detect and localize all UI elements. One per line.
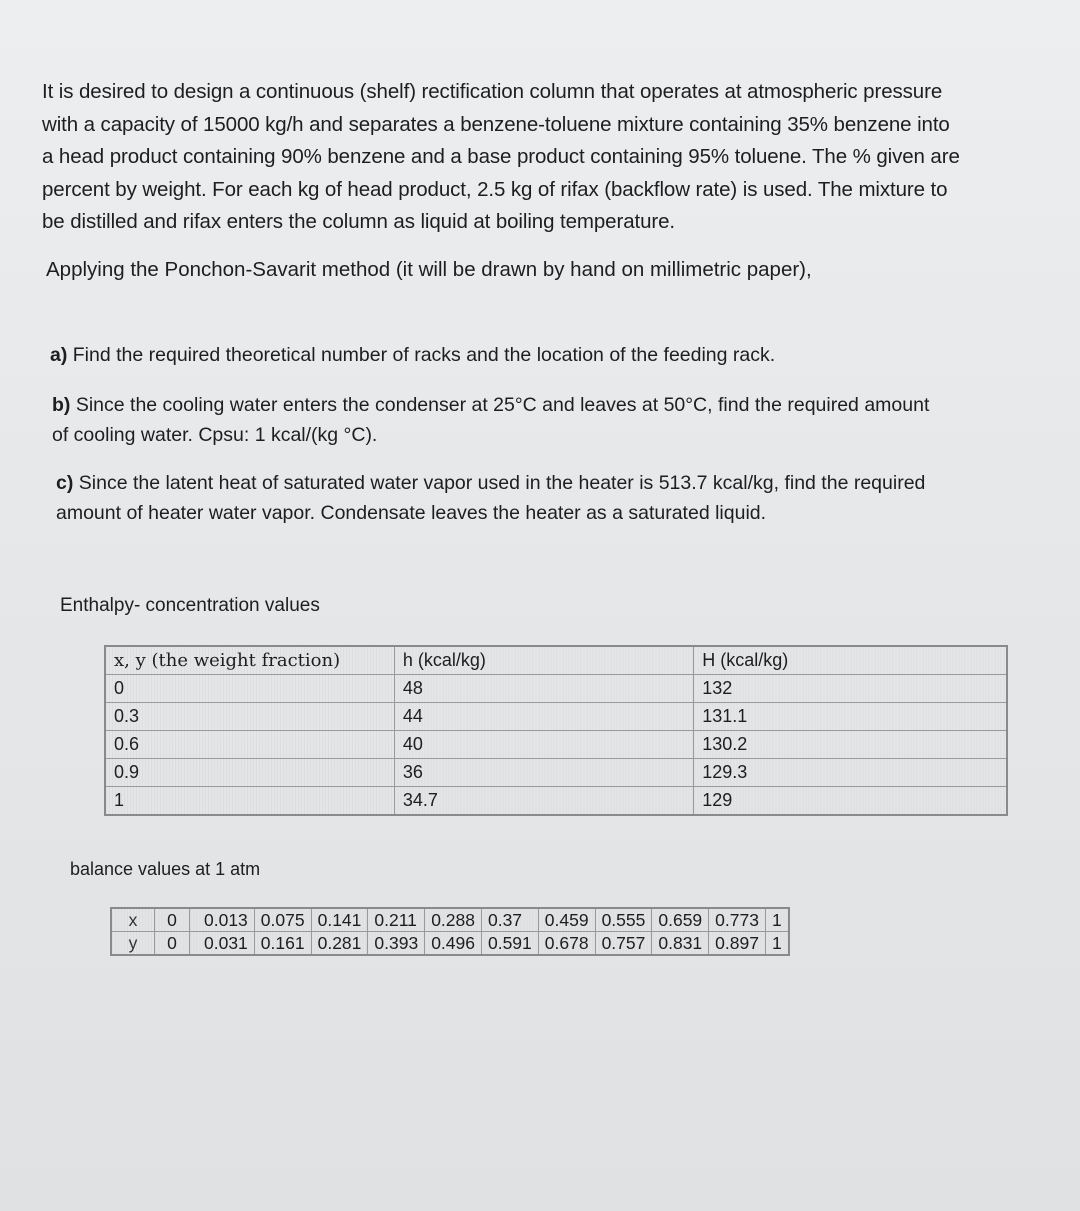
table-cell: 0 (105, 675, 394, 703)
row-header: y (111, 932, 155, 956)
table-cell: 0.075 (254, 908, 311, 932)
question-label: c) (56, 472, 74, 494)
method-statement: Applying the Ponchon-Savarit method (it will be drawn by hand on millimetric paper), (46, 258, 812, 281)
table-cell: 0.161 (254, 932, 311, 956)
table-cell: 130.2 (694, 731, 1007, 759)
table-cell: 0.831 (652, 932, 709, 956)
table-cell: 0.496 (425, 932, 482, 956)
table-cell: 0.555 (595, 908, 652, 932)
table-cell: 0 (155, 932, 190, 956)
question-text: of cooling water. Cpsu: 1 kcal/(kg °C). (52, 424, 378, 446)
intro-line: a head product containing 90% benzene and a base product containing 95% toluene. The % given are (42, 145, 960, 168)
table-cell: 34.7 (394, 787, 693, 816)
table-cell: 129 (694, 787, 1007, 816)
balance-row-x (111, 908, 789, 932)
table-cell: 0.393 (368, 932, 425, 956)
question-text: amount of heater water vapor. Condensate leaves the heater as a saturated liquid. (56, 502, 767, 524)
intro-line: It is desired to design a continuous (shelf) rectification column that operates at atmospheric pressure (42, 80, 943, 103)
table-cell: 0 (155, 908, 190, 932)
question-label: a) (50, 344, 68, 366)
question-text: Find the required theoretical number of racks and the location of the feeding rack. (72, 344, 776, 366)
question-text: Since the latent heat of saturated water vapor used in the heater is 513.7 kcal/kg, find the required (78, 472, 926, 494)
table-cell: 0.3 (105, 703, 394, 731)
enthalpy-table-title: Enthalpy- concentration values (60, 595, 320, 616)
table-row (105, 731, 1007, 759)
balance-table-title: balance values at 1 atm (70, 859, 261, 879)
table-cell: 48 (394, 675, 693, 703)
table-cell: 0.6 (105, 731, 394, 759)
table-cell: 0.281 (311, 932, 368, 956)
table-cell: 0.757 (595, 932, 652, 956)
table-cell: 0.141 (311, 908, 368, 932)
table-cell: 0.897 (709, 932, 766, 956)
table-cell: 1 (105, 787, 394, 816)
table-cell: 132 (694, 675, 1007, 703)
table-row (105, 759, 1007, 787)
column-header: h (kcal/kg) (394, 646, 693, 675)
table-cell: 0.211 (368, 908, 425, 932)
table-cell: 0.591 (481, 932, 538, 956)
table-row (105, 787, 1007, 816)
balance-table (110, 907, 790, 956)
table-cell: 1 (765, 908, 788, 932)
table-cell: 131.1 (694, 703, 1007, 731)
table-row (105, 675, 1007, 703)
question-text: Since the cooling water enters the condenser at 25°C and leaves at 50°C, find the required amount (75, 394, 930, 416)
balance-row-y (111, 932, 789, 956)
row-header: x (111, 908, 155, 932)
table-row (105, 703, 1007, 731)
problem-intro (42, 76, 1042, 239)
column-header: x, y (the weight fraction) (105, 646, 394, 675)
table-cell: 0.288 (425, 908, 482, 932)
question-label: b) (52, 394, 71, 416)
table-cell: 0.9 (105, 759, 394, 787)
intro-line: with a capacity of 15000 kg/h and separates a benzene-toluene mixture containing 35% benzene into (42, 112, 950, 136)
question-c (56, 468, 1036, 528)
intro-line: percent by weight. For each kg of head product, 2.5 kg of rifax (backflow rate) is used. The mixture to (42, 177, 948, 201)
table-cell: 0.031 (190, 932, 255, 956)
table-cell: 0.013 (190, 908, 255, 932)
table-cell: 129.3 (694, 759, 1007, 787)
table-cell: 0.773 (709, 908, 766, 932)
enthalpy-table (104, 645, 1008, 816)
column-header: H (kcal/kg) (694, 646, 1007, 675)
table-cell: 40 (394, 731, 693, 759)
table-cell: 36 (394, 759, 693, 787)
question-b (52, 390, 1032, 450)
table-header-row (105, 646, 1007, 675)
table-cell: 0.459 (538, 908, 595, 932)
table-cell: 44 (394, 703, 693, 731)
table-cell: 0.678 (538, 932, 595, 956)
table-cell: 1 (765, 932, 788, 956)
question-a (50, 340, 1030, 370)
table-cell: 0.37 (481, 908, 538, 932)
intro-line: be distilled and rifax enters the column as liquid at boiling temperature. (42, 210, 676, 233)
table-cell: 0.659 (652, 908, 709, 932)
